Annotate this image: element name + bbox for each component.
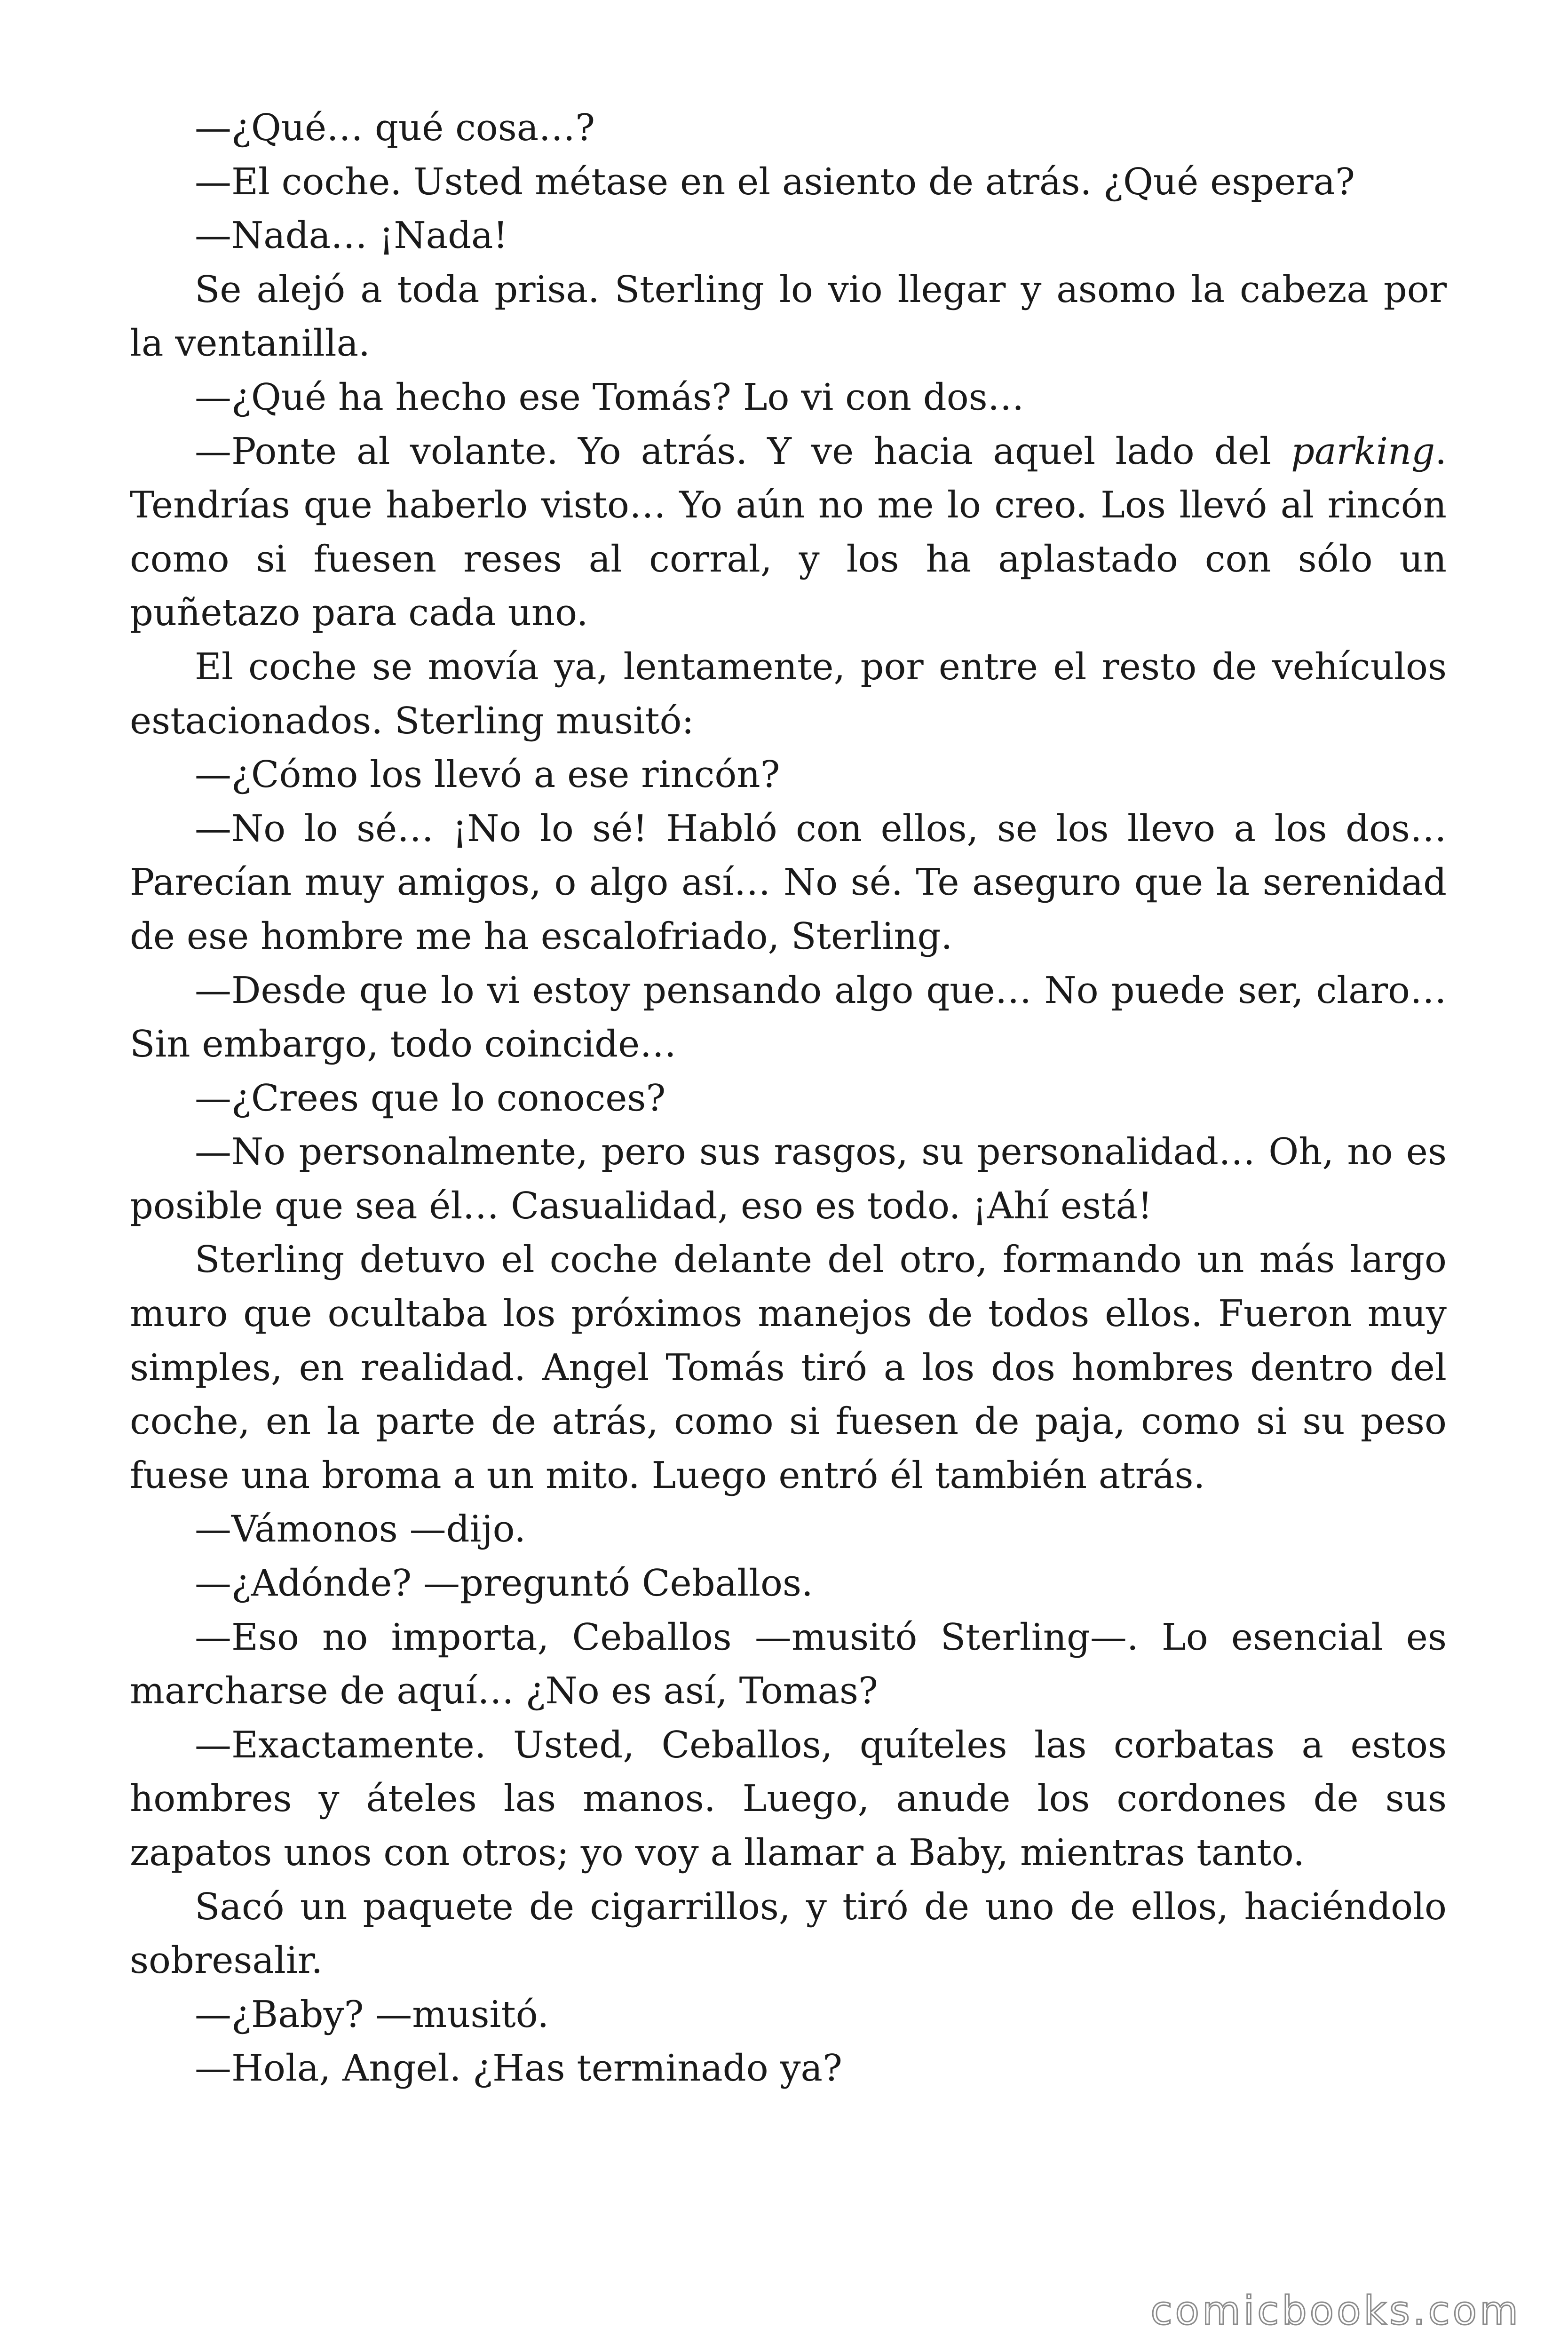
paragraph [130, 425, 1447, 640]
paragraph-text: —Ponte al volante. Yo atrás. Y ve hacia aquel lado del [195, 430, 1291, 473]
paragraph: —Nada… ¡Nada! [195, 215, 508, 257]
paragraph: —No lo sé… ¡No lo sé! Habló con ellos, se los llevo a los dos… Parecían muy amigos, o algo así… No sé. Te aseguro que la serenidad de ese hombre me ha escalofriado, Sterling. [130, 807, 1447, 958]
paragraph: —¿Qué ha hecho ese Tomás? Lo vi con dos… [195, 376, 1024, 419]
paragraph: —El coche. Usted métase en el asiento de atrás. ¿Qué espera? [195, 160, 1355, 203]
paragraph: Sacó un paquete de cigarrillos, y tiró de uno de ellos, haciéndolo sobresalir. [130, 1885, 1447, 1982]
paragraph: —Vámonos —dijo. [195, 1508, 526, 1551]
paragraph: Se alejó a toda prisa. Sterling lo vio llegar y asomo la cabeza por la ventanilla. [130, 268, 1447, 365]
paragraph: El coche se movía ya, lentamente, por entre el resto de vehículos estacionados. Sterling musitó: [130, 645, 1447, 742]
paragraph: —¿Crees que lo conoces? [195, 1077, 666, 1120]
watermark: comicbooks.com [1150, 2288, 1521, 2334]
paragraph: —¿Qué… qué cosa…? [195, 107, 595, 149]
paragraph: —No personalmente, pero sus rasgos, su personalidad… Oh, no es posible que sea él… Casualidad, eso es todo. ¡Ahí está! [130, 1131, 1447, 1227]
paragraph: —Desde que lo vi estoy pensando algo que… No puede ser, claro… Sin embargo, todo coincide… [130, 969, 1447, 1066]
book-page-text [130, 101, 1447, 2096]
paragraph-text: . Tendrías que haberlo visto… Yo aún no me lo creo. Los llevó al rincón como si fuesen reses al corral, y los ha aplastado con sólo un puñetazo para cada uno. [130, 430, 1447, 635]
paragraph: —Eso no importa, Ceballos —musitó Sterling—. Lo esencial es marcharse de aquí… ¿No es así, Tomas? [130, 1616, 1447, 1713]
paragraph: Sterling detuvo el coche delante del otro, formando un más largo muro que ocultaba los próximos manejos de todos ellos. Fueron muy simples, en realidad. Angel Tomás tiró a los dos hombres dentro del coche, en la parte de atrás, como si fuesen de paja, como si su peso fuese una broma a un mito. Luego entró él también atrás. [130, 1239, 1447, 1497]
paragraph: —¿Baby? —musitó. [195, 1993, 549, 2036]
italic-word: parking [1291, 430, 1435, 473]
paragraph: —¿Adónde? —preguntó Ceballos. [195, 1562, 813, 1605]
paragraph: —Hola, Angel. ¿Has terminado ya? [195, 2047, 842, 2090]
paragraph: —¿Cómo los llevó a ese rincón? [195, 754, 780, 796]
paragraph: —Exactamente. Usted, Ceballos, quíteles las corbatas a estos hombres y áteles las manos. Luego, anude los cordones de sus zapatos unos con otros; yo voy a llamar a Baby, mientras tanto. [130, 1724, 1447, 1874]
